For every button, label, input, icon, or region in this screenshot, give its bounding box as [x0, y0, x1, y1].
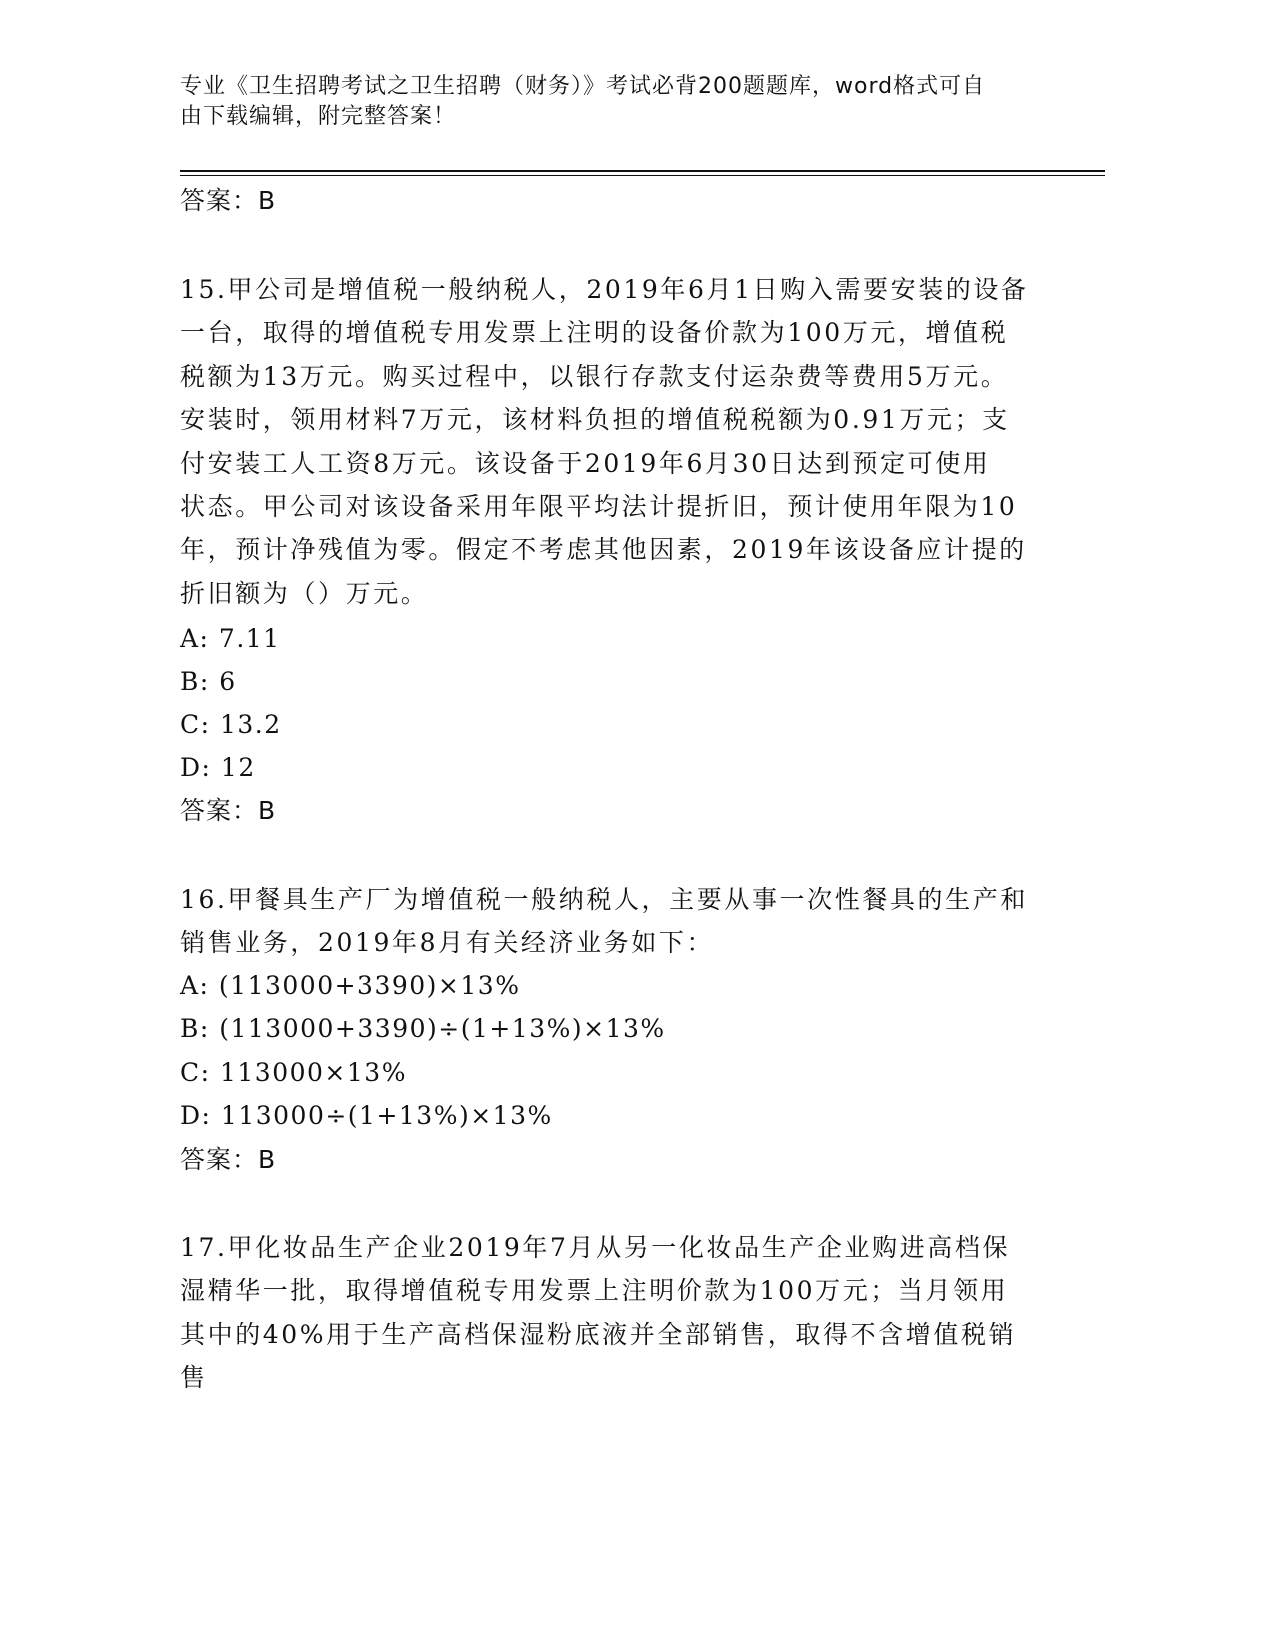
answer-q15: 答案：B — [180, 796, 277, 825]
question-line: 状态。甲公司对该设备采用年限平均法计提折旧，预计使用年限为10 — [180, 492, 1018, 522]
q16-option-b: B: (113000+3390)÷(1+13%)×13% — [180, 1014, 666, 1043]
answer-q16: 答案：B — [180, 1145, 277, 1174]
document-header — [180, 72, 1060, 132]
q16-option-a: A: (113000+3390)×13% — [180, 971, 521, 1000]
header-divider-thin — [180, 175, 1105, 176]
question-line: 付安装工人工资8万元。该设备于2019年6月30日达到预定可使用 — [180, 448, 991, 478]
question-line: 17.甲化妆品生产企业2019年7月从另一化妆品生产企业购进高档保 — [180, 1233, 1011, 1262]
q15-option-c: C: 13.2 — [180, 710, 282, 739]
question-16 — [180, 878, 1040, 965]
header-divider-thick — [180, 170, 1105, 172]
question-17 — [180, 1226, 1040, 1400]
q15-option-a: A: 7.11 — [180, 624, 281, 653]
question-line: 16.甲餐具生产厂为增值税一般纳税人，主要从事一次性餐具的生产和 — [180, 885, 1028, 914]
q16-option-c: C: 113000×13% — [180, 1058, 407, 1087]
question-line: 其中的40%用于生产高档保湿粉底液并全部销售，取得不含增值税销售 — [180, 1319, 1017, 1393]
header-line-1: 专业《卫生招聘考试之卫生招聘（财务）》考试必背200题题库，word格式可自 — [180, 74, 986, 99]
answer-q14: 答案：B — [180, 186, 277, 215]
q15-option-b: B: 6 — [180, 667, 237, 696]
question-line: 税额为13万元。购买过程中，以银行存款支付运杂费等费用5万元。 — [180, 361, 1009, 391]
question-line: 湿精华一批，取得增值税专用发票上注明价款为100万元；当月领用 — [180, 1276, 1009, 1306]
question-line: 一台，取得的增值税专用发票上注明的设备价款为100万元，增值税 — [180, 318, 1009, 348]
header-line-2: 由下载编辑，附完整答案！ — [180, 104, 457, 129]
q16-option-d: D: 113000÷(1+13%)×13% — [180, 1101, 553, 1130]
question-line: 折旧额为（）万元。 — [180, 578, 429, 608]
question-line: 年，预计净残值为零。假定不考虑其他因素，2019年该设备应计提的 — [180, 535, 1027, 565]
question-line: 15.甲公司是增值税一般纳税人，2019年6月1日购入需要安装的设备 — [180, 275, 1029, 304]
q15-option-d: D: 12 — [180, 753, 256, 782]
question-line: 安装时，领用材料7万元，该材料负担的增值税税额为0.91万元；支 — [180, 405, 1010, 435]
question-line: 销售业务，2019年8月有关经济业务如下： — [180, 928, 715, 958]
question-15 — [180, 268, 1040, 615]
